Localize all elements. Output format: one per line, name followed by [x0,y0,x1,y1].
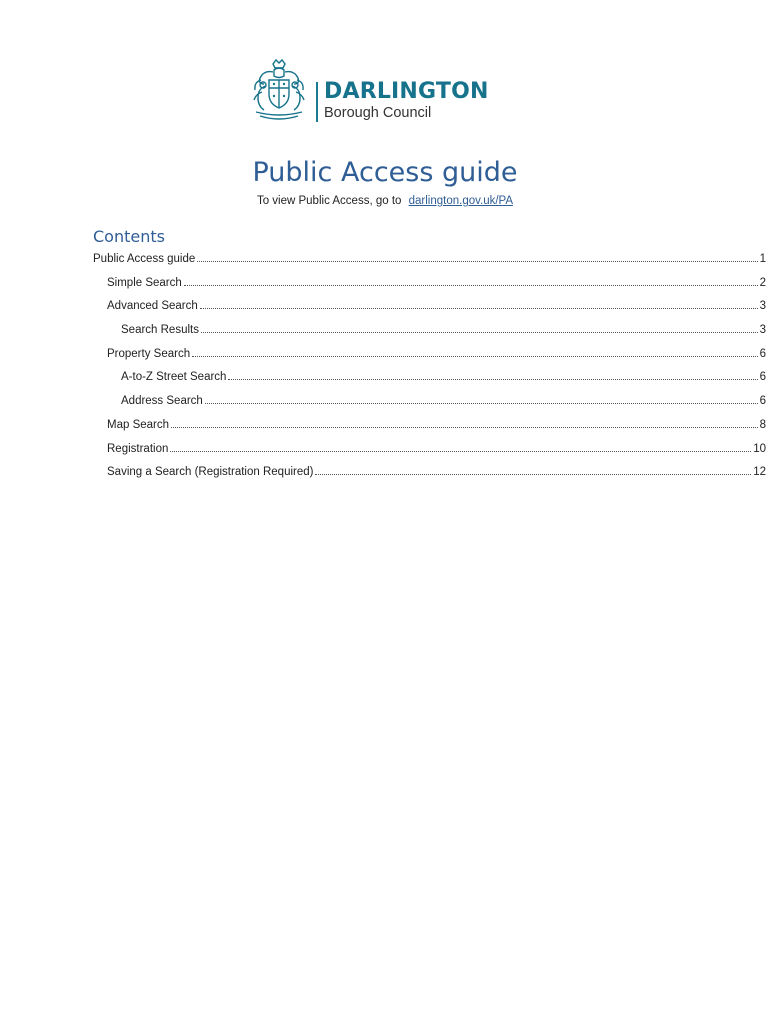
toc-dot-leader [315,473,751,475]
logo-divider [316,82,318,122]
toc-entry-page-number: 2 [759,276,766,289]
toc-dot-leader [170,450,751,452]
toc-entry[interactable] [93,416,766,440]
toc-entry[interactable] [93,392,766,416]
toc-entry[interactable] [93,463,766,487]
toc-entry-label: Saving a Search (Registration Required) [107,466,314,479]
contents-heading: Contents [93,227,165,246]
toc-entry[interactable] [93,274,766,298]
toc-dot-leader [197,260,757,262]
toc-entry-label: Search Results [121,324,199,337]
toc-entry-page-number: 8 [759,418,766,431]
darlington-logo [246,58,496,126]
logo-brand-name: DARLINGTON [324,79,489,104]
toc-dot-leader [205,402,758,404]
table-of-contents [93,250,766,487]
toc-entry[interactable] [93,297,766,321]
toc-entry[interactable] [93,368,766,392]
toc-entry[interactable] [93,345,766,369]
toc-dot-leader [184,284,758,286]
toc-dot-leader [200,307,758,309]
toc-entry-page-number: 6 [759,395,766,408]
toc-entry-page-number: 3 [759,300,766,313]
toc-entry-label: Property Search [107,347,191,360]
toc-entry[interactable] [93,250,766,274]
toc-dot-leader [201,331,758,333]
toc-entry-page-number: 12 [753,466,766,479]
toc-entry-label: Address Search [121,395,203,408]
public-access-link[interactable]: darlington.gov.uk/PA [408,195,514,207]
intro-line [0,193,770,209]
toc-entry-page-number: 3 [759,324,766,337]
toc-entry-page-number: 6 [759,371,766,384]
toc-entry-label: Simple Search [107,276,182,289]
document-title: Public Access guide [252,157,518,188]
toc-entry-page-number: 1 [759,253,766,265]
toc-entry-page-number: 6 [759,347,766,360]
coat-of-arms-icon [246,58,312,124]
toc-entry-label: Public Access guide [93,253,196,265]
intro-text: To view Public Access, go to [256,195,402,207]
toc-entry-label: Advanced Search [107,300,198,313]
toc-dot-leader [171,426,758,428]
toc-dot-leader [228,378,757,380]
toc-dot-leader [192,355,757,357]
toc-entry-label: Registration [107,442,169,455]
logo-subtitle: Borough Council [324,105,432,121]
toc-entry-label: A-to-Z Street Search [121,371,227,384]
toc-entry[interactable] [93,440,766,464]
toc-entry-page-number: 10 [753,442,766,455]
toc-entry-label: Map Search [107,418,170,431]
toc-entry[interactable] [93,321,766,345]
